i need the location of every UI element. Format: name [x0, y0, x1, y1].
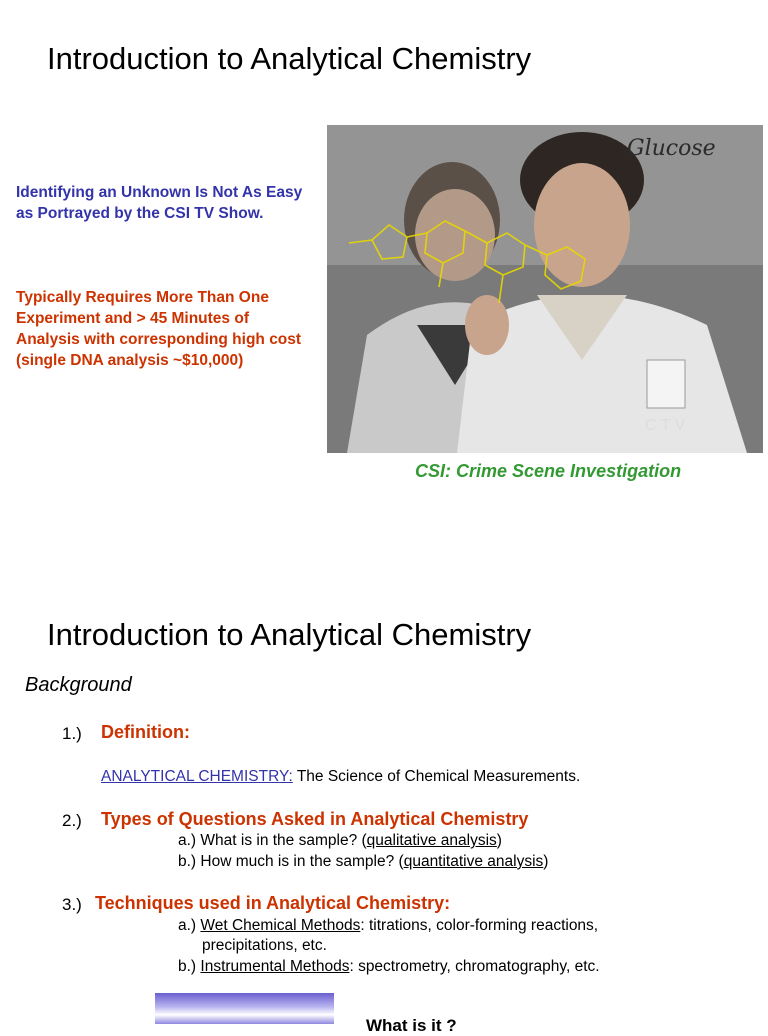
- item3-a-rest: : titrations, color-forming reactions,: [360, 917, 599, 934]
- item2-b-line: [178, 853, 548, 871]
- instrumental-methods-term: Instrumental Methods: [200, 958, 350, 975]
- section-label: Background: [25, 674, 132, 696]
- slide1-title: Introduction to Analytical Chemistry: [47, 41, 532, 76]
- item3-b-prefix: b.): [178, 958, 201, 975]
- board-text: Glucose: [627, 136, 716, 161]
- item2-heading: Types of Questions Asked in Analytical Chemistry: [101, 809, 529, 829]
- item1-heading: Definition:: [101, 722, 190, 742]
- csi-photo-illustration: [327, 125, 763, 453]
- definition-line: [101, 768, 580, 786]
- item2-a-prefix: a.) What is in the sample? (: [178, 832, 367, 849]
- slide2-title: Introduction to Analytical Chemistry: [47, 617, 532, 652]
- quantitative-analysis-term: quantitative analysis: [403, 853, 544, 870]
- bottom-thumbnail-image: [155, 993, 334, 1024]
- item3-b-line: [178, 958, 600, 976]
- item3-a-continued: precipitations, etc.: [202, 937, 327, 954]
- item3-b-rest: : spectrometry, chromatography, etc.: [349, 958, 600, 975]
- what-is-it-text: What is it ?: [366, 1016, 457, 1035]
- qualitative-analysis-term: qualitative analysis: [366, 832, 497, 849]
- item3-number: 3.): [62, 895, 82, 914]
- item2-a-line: [178, 832, 502, 850]
- photo-caption: CSI: Crime Scene Investigation: [415, 461, 682, 481]
- item3-a-line: [178, 917, 598, 935]
- item1-number: 1.): [62, 724, 82, 743]
- item2-number: 2.): [62, 811, 82, 830]
- cost-note: Typically Requires More Than One Experiment and > 45 Minutes of Analysis with corresponding high cost (single DNA analysis ~$10,000): [16, 289, 302, 369]
- analytical-chemistry-term: ANALYTICAL CHEMISTRY:: [101, 768, 293, 785]
- item3-a-prefix: a.): [178, 917, 201, 934]
- item3-heading: Techniques used in Analytical Chemistry:: [95, 893, 451, 913]
- csi-note: Identifying an Unknown Is Not As Easy as Portrayed by the CSI TV Show.: [16, 184, 303, 222]
- wet-chemical-methods-term: Wet Chemical Methods: [200, 917, 361, 934]
- definition-text: The Science of Chemical Measurements.: [292, 768, 581, 785]
- csi-photo: [327, 125, 763, 453]
- item2-b-suffix: ): [543, 853, 549, 870]
- ctv-watermark: C T V: [645, 417, 686, 434]
- item2-a-suffix: ): [496, 832, 502, 849]
- item2-b-prefix: b.) How much is in the sample? (: [178, 853, 404, 870]
